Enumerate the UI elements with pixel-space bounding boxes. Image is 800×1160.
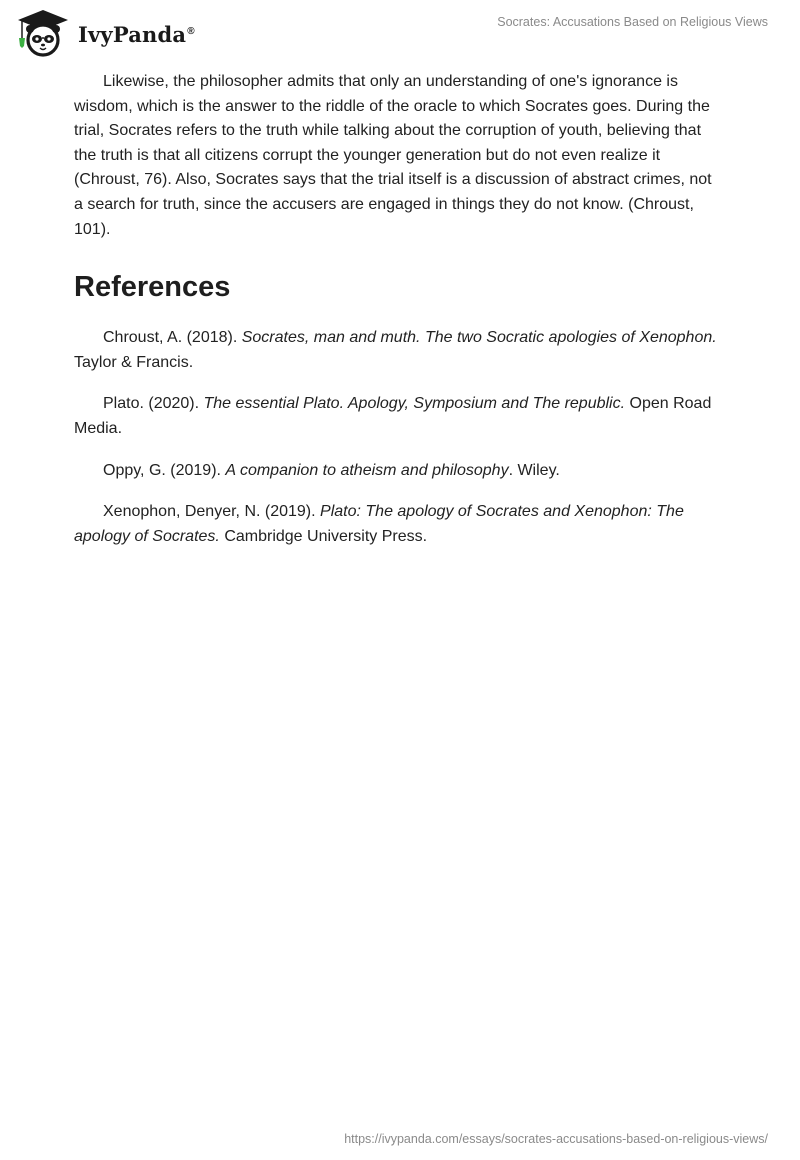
reference-item: [74, 392, 724, 441]
reference-item: [74, 459, 724, 484]
reference-authors: Plato. (2020).: [103, 395, 204, 413]
reference-publisher: Taylor & Francis.: [74, 353, 194, 371]
registered-mark: ®: [187, 25, 195, 37]
reference-publisher: Cambridge University Press.: [219, 527, 428, 545]
reference-item: [74, 326, 724, 375]
reference-publisher: Open Road Media.: [74, 395, 712, 437]
reference-title: A companion to atheism and philosophy: [225, 461, 509, 479]
reference-authors: Xenophon, Denyer, N. (2019).: [103, 503, 321, 521]
reference-item: [74, 500, 724, 549]
footer-source-url[interactable]: https://ivypanda.com/essays/socrates-accusations-based-on-religious-views/: [344, 1132, 768, 1146]
reference-authors: Chroust, A. (2018).: [103, 329, 242, 347]
reference-title: Plato: The apology of Socrates and Xenophon: The apology of Socrates.: [74, 503, 684, 545]
references-heading: References: [74, 271, 231, 304]
reference-authors: Oppy, G. (2019).: [103, 461, 226, 479]
panda-graduate-icon: [14, 8, 72, 58]
ivypanda-logo[interactable]: [14, 8, 195, 58]
essay-content: [74, 70, 724, 549]
body-paragraph: Likewise, the philosopher admits that only an understanding of one's ignorance is wisdom, which is the answer to the riddle of the oracle to which Socrates goes. During the trial, Socrates refers to the truth while talking about the corruption of youth, believing that the truth is that all citizens corrupt the younger generation but do not even realize it (Chroust, 76). Also, Socrates says that the trial itself is a discussion of abstract crimes, not a search for truth, since the accusers are engaged in things they do not know. (Chroust, 101).: [74, 73, 712, 238]
reference-title: The essential Plato. Apology, Symposium and The republic.: [203, 395, 626, 413]
reference-title: Socrates, man and muth. The two Socratic apologies of Xenophon.: [241, 329, 717, 347]
reference-publisher: . Wiley.: [508, 461, 560, 479]
page-header: [0, 0, 800, 70]
logo-text: IvyPanda®: [78, 21, 195, 47]
document-title: Socrates: Accusations Based on Religious Views: [497, 15, 768, 29]
